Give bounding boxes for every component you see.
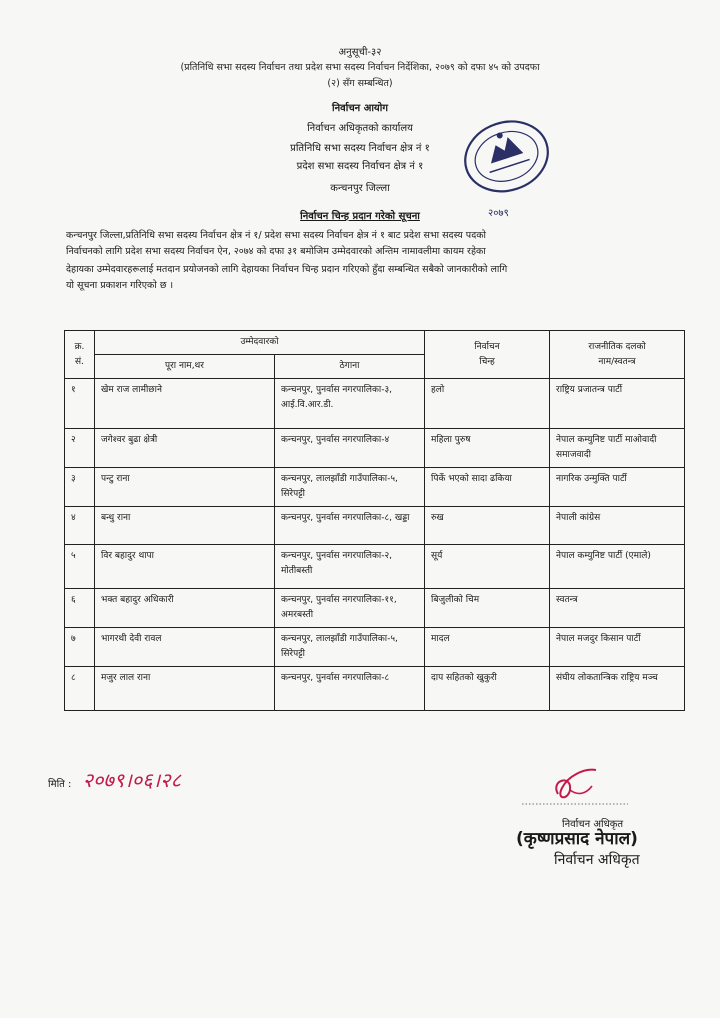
row-party: संघीय लोकतान्त्रिक राष्ट्रिय मञ्च: [550, 667, 685, 711]
notice-line-2: निर्वाचनको लागि प्रदेश सभा सदस्य निर्वाचन ऐन, २०७४ को दफा ३१ बमोजिम उम्मेदवारको अन्तिम नामावलीमा कायम रहेका: [66, 246, 486, 257]
row-party: नागरिक उन्मुक्ति पार्टी: [550, 468, 685, 507]
table-row: [65, 507, 685, 545]
notice-line-3: देहायका उम्मेदवारहरूलाई मतदान प्रयोजनको लागि देहायका निर्वाचन चिन्ह प्रदान गरिएको हुँदा सम्बन्धित सबैको जानकारीको लागि: [66, 264, 508, 275]
date-label: मिति :: [48, 779, 72, 790]
reference-line-2: (२) सँग सम्बन्धित): [327, 78, 393, 89]
row-party: नेपाली कांग्रेस: [550, 507, 685, 545]
row-name: भक्त बहादुर अधिकारी: [95, 589, 275, 628]
symbol-header-line-1: निर्वाचन: [474, 341, 500, 352]
officer-designation: निर्वाचन अधिकृत: [554, 852, 640, 868]
officer-signature: [520, 760, 630, 810]
row-sn: ४: [65, 507, 95, 545]
row-name: जगेश्वर बुढा क्षेत्री: [95, 429, 275, 468]
row-sn: ७: [65, 628, 95, 667]
row-party: राष्ट्रिय प्रजातन्त्र पार्टी: [550, 379, 685, 429]
row-address: कन्चनपुर, पुनर्वास नगरपालिका-८: [275, 667, 425, 711]
row-address: कन्चनपुर, पुनर्वास नगरपालिका-२, मोतीबस्ती: [275, 545, 425, 589]
party-header-line-1: राजनीतिक दलको: [588, 341, 646, 352]
row-address: कन्चनपुर, पुनर्वास नगरपालिका-११, अमरबस्ती: [275, 589, 425, 628]
officer-title: निर्वाचन अधिकृत: [562, 819, 624, 830]
notice-line-1: कन्चनपुर जिल्ला,प्रतिनिधि सभा सदस्य निर्वाचन क्षेत्र नं १/ प्रदेश सभा सदस्य निर्वाचन क्षेत्र नं १ बाट प्रदेश सभा सदस्य पदको: [66, 230, 486, 241]
row-name: भागरथी देवी रावल: [95, 628, 275, 667]
row-name: विर बहादुर थापा: [95, 545, 275, 589]
row-symbol: महिला पुरुष: [425, 429, 550, 468]
candidate-header: उम्मेदवारको: [95, 331, 425, 355]
annex-label: अनुसूची-३२: [338, 47, 382, 58]
table-header-row: [65, 331, 685, 355]
row-symbol: मादल: [425, 628, 550, 667]
table-row: [65, 667, 685, 711]
party-header: [550, 331, 685, 379]
row-symbol: रुख: [425, 507, 550, 545]
row-symbol: हलो: [425, 379, 550, 429]
row-sn: ५: [65, 545, 95, 589]
row-name: मजुर लाल राना: [95, 667, 275, 711]
table-row: [65, 589, 685, 628]
table-row: [65, 545, 685, 589]
reference-line-1: (प्रतिनिधि सभा सदस्य निर्वाचन तथा प्रदेश सभा सदस्य निर्वाचन निर्देशिका, २०७९ को दफा ४५ को उपदफा: [180, 62, 540, 73]
office-stamp: [458, 106, 560, 222]
party-header-line-2: नाम/स्वतन्त्र: [598, 356, 636, 367]
date-value: २०७९।०६।२८: [82, 768, 181, 792]
notice-line-4: यो सूचना प्रकाशन गरिएको छ ।: [66, 280, 174, 291]
row-sn: २: [65, 429, 95, 468]
row-sn: ३: [65, 468, 95, 507]
stamp-year: २०७९: [488, 208, 509, 219]
pa-constituency: प्रदेश सभा सदस्य निर्वाचन क्षेत्र नं १: [296, 161, 424, 172]
row-address: कन्चनपुर, पुनर्वास नगरपालिका-८, खड्डा: [275, 507, 425, 545]
row-address: कन्चनपुर, लालझाँडी गाउँपालिका-५, सिरेपट्टी: [275, 628, 425, 667]
row-address: कन्चनपुर, लालझाँडी गाउँपालिका-५, सिरेपट्टी: [275, 468, 425, 507]
row-address: कन्चनपुर, पुनर्वास नगरपालिका-३, आई.वि.आर.डी.: [275, 379, 425, 429]
row-symbol: बिजुलीको चिम: [425, 589, 550, 628]
row-name: खेम राज लामीछाने: [95, 379, 275, 429]
symbol-header-line-2: चिन्ह: [479, 356, 495, 367]
officer-name: (कृष्णप्रसाद नेपाल): [516, 829, 638, 849]
row-party: स्वतन्त्र: [550, 589, 685, 628]
notice-title: निर्वाचन चिन्ह प्रदान गरेको सूचना: [300, 211, 420, 222]
sn-header: क्र. सं.: [65, 331, 95, 379]
row-name: बन्धु राना: [95, 507, 275, 545]
candidate-table: [64, 330, 685, 711]
row-sn: ८: [65, 667, 95, 711]
row-sn: ६: [65, 589, 95, 628]
office-name: निर्वाचन अधिकृतको कार्यालय: [307, 123, 413, 134]
commission-name: निर्वाचन आयोग: [332, 103, 388, 114]
row-party: नेपाल मजदुर किसान पार्टी: [550, 628, 685, 667]
address-header: ठेगाना: [275, 355, 425, 379]
table-row: [65, 628, 685, 667]
row-address: कन्चनपुर, पुनर्वास नगरपालिका-४: [275, 429, 425, 468]
row-symbol: पिर्के भएको सादा ढकिया: [425, 468, 550, 507]
row-symbol: दाप सहितको खुकुरी: [425, 667, 550, 711]
symbol-header: [425, 331, 550, 379]
table-row: [65, 379, 685, 429]
date-block: [48, 766, 181, 793]
row-sn: १: [65, 379, 95, 429]
table-row: [65, 468, 685, 507]
hor-constituency: प्रतिनिधि सभा सदस्य निर्वाचन क्षेत्र नं १: [290, 143, 430, 154]
district-name: कन्चनपुर जिल्ला: [330, 183, 390, 194]
table-row: [65, 429, 685, 468]
row-symbol: सूर्य: [425, 545, 550, 589]
name-header: पूरा नाम,थर: [95, 355, 275, 379]
row-name: पन्टु राना: [95, 468, 275, 507]
row-party: नेपाल कम्युनिष्ट पार्टी (एमाले): [550, 545, 685, 589]
row-party: नेपाल कम्युनिष्ट पार्टी माओवादी समाजवादी: [550, 429, 685, 468]
